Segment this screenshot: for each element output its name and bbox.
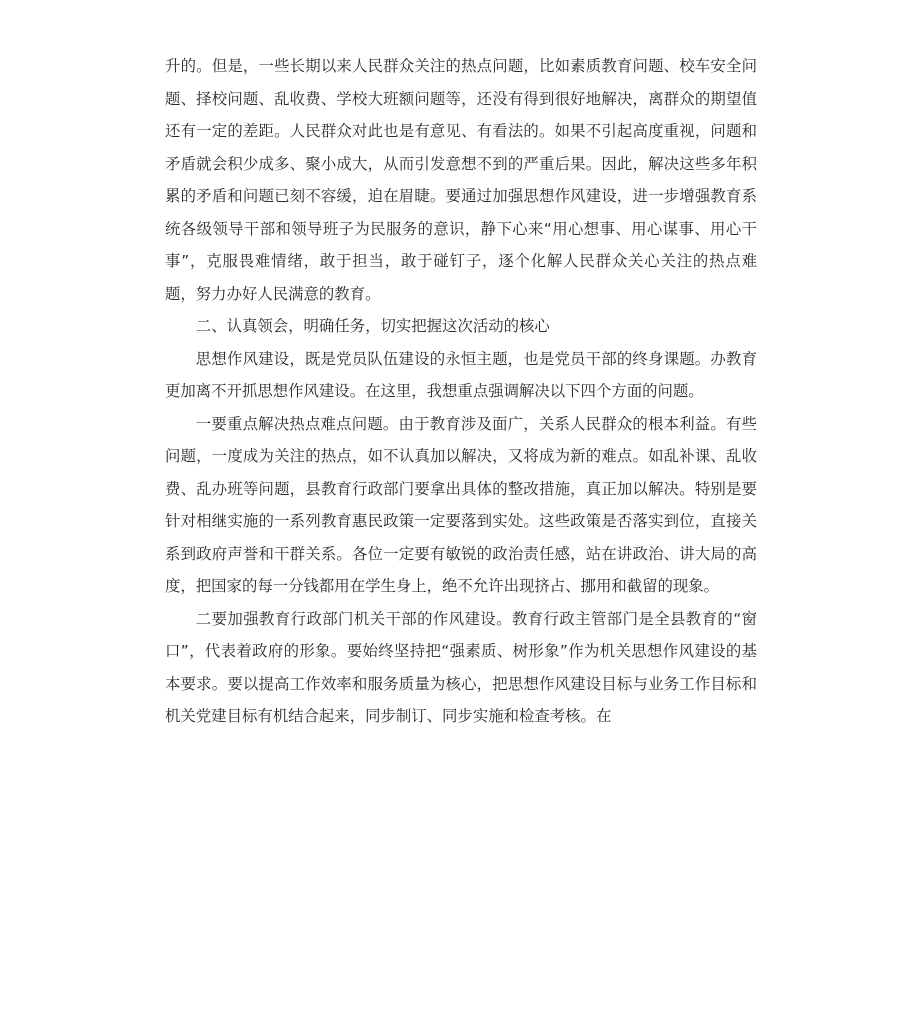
paragraph-intro: 思想作风建设，既是党员队伍建设的永恒主题，也是党员干部的终身课题。办教育更加离不开抓思想作风建设。在这里，我想重点强调解决以下四个方面的问题。: [165, 349, 757, 400]
paragraph-point-two: 二要加强教育行政部门机关干部的作风建设。教育行政主管部门是全县教育的“窗口”，代表着政府的形象。要始终坚持把“强素质、树形象”作为机关思想作风建设的基本要求。要以提高工作效率和服务质量为核心，把思想作风建设目标与业务工作目标和机关党建目标有机结合起来，同步制订、同步实施和检查考核。在: [165, 609, 757, 725]
document-body: [165, 50, 757, 733]
section-heading: 二、认真领会，明确任务，切实把握这次活动的核心: [195, 317, 550, 335]
paragraph-continuation: 升的。但是，一些长期以来人民群众关注的热点问题，比如素质教育问题、校车安全问题、择校问题、乱收费、学校大班额问题等，还没有得到很好地解决，离群众的期望值还有一定的差距。人民群众对此也是有意见、有看法的。如果不引起高度重视，问题和矛盾就会积少成多、聚小成大，从而引发意想不到的严重后果。因此，解决这些多年积累的矛盾和问题已刻不容缓，迫在眉睫。要通过加强思想作风建设，进一步增强教育系统各级领导干部和领导班子为民服务的意识，静下心来“用心想事、用心谋事、用心干事”，克服畏难情绪，敢于担当，敢于碰钉子，逐个化解人民群众关心关注的热点难题，努力办好人民满意的教育。: [165, 57, 757, 303]
paragraph-point-one: 一要重点解决热点难点问题。由于教育涉及面广，关系人民群众的根本利益。有些问题，一度成为关注的热点，如不认真加以解决，又将成为新的难点。如乱补课、乱收费、乱办班等问题，县教育行政部门要拿出具体的整改措施，真正加以解决。特别是要针对相继实施的一系列教育惠民政策一定要落到实处。这些政策是否落实到位，直接关系到政府声誉和干群关系。各位一定要有敏锐的政治责任感，站在讲政治、讲大局的高度，把国家的每一分钱都用在学生身上，绝不允许出现挤占、挪用和截留的现象。: [165, 414, 757, 595]
